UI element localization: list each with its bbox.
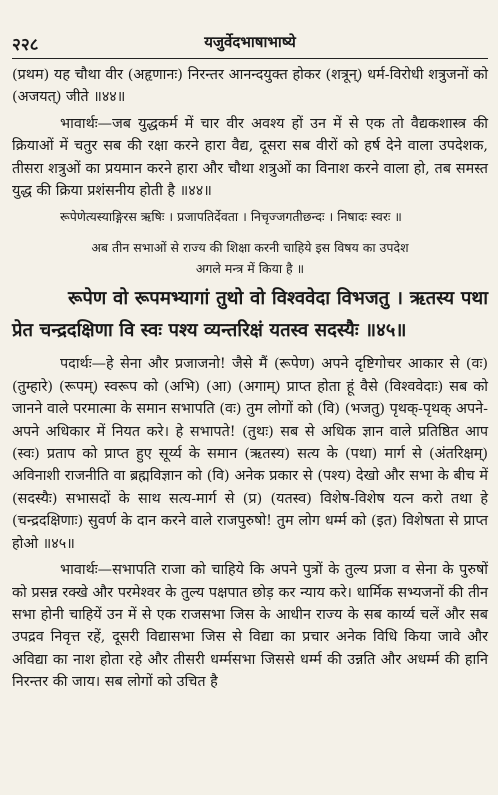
page-header bbox=[12, 32, 488, 59]
rishi-devata-line: रूपेणेत्यस्याङ्गिरस ऋषिः । प्रजापतिर्देवता । निचृज्जगतीछन्दः । निषादः स्वरः ॥ bbox=[60, 209, 402, 225]
intro-line-2: अगले मन्त्र में किया है ॥ bbox=[195, 261, 305, 277]
mantra-45: रूपेण वो रूपमभ्यागां तुथो वो विश्ववेदा विभजतु । ऋतस्य पथा प्रेत चन्द्रदक्षिणा वि स्वः पश्य व्यन्तरिक्षं यतस्व सदस्यैः ॥४५॥ bbox=[12, 288, 488, 342]
bhavartha-44: भावार्थः—जब युद्धकर्म में चार वीर अवश्य हों उन में से एक तो वैद्यकशास्त्र की क्रियाओं में चतुर सब की रक्षा करने हारा वैद्य, दूसरा सब वीरों को हर्ष देने वाला उपदेशक, तीसरा शत्रुओं का प्रयमान करने हारा और चौथा शत्रुओं का विनाश करने वाला हो, तब समस्त युद्ध की क्रिया प्रशंसनीय होती है ॥४४॥ bbox=[12, 115, 488, 200]
running-title: यजुर्वेदभाषाभाष्ये bbox=[204, 33, 296, 51]
page-number: २२८ bbox=[12, 35, 39, 55]
padartha-continuation: (प्रथम) यह चौथा वीर (अहृणानः) निरन्तर आनन्दयुक्त होकर (शत्रून्) धर्म-विरोधी शत्रुजनों को (अजयत्) जीते ॥४४॥ bbox=[12, 67, 488, 106]
bhavartha-45: भावार्थः—सभापति राजा को चाहिये कि अपने पुत्रों के तुल्य प्रजा व सेना के पुरुषों को प्रसन्न रक्खे और परमेश्वर के तुल्य पक्षपात छोड़ कर न्याय करे। धार्मिक सभ्यजनों की तीन सभा होनी चाहियें उन में से एक राजसभा जिस के आधीन राज्य के सब कार्य्य चलें और सब उपद्रव निवृत्त रहें, दूसरी विद्यासभा जिस से विद्या का प्रचार अनेक विधि किया जावे और अविद्या का नाश होता रहे और तीसरी धर्म्मसभा जिससे धर्म्म की उन्नति और अधर्म्म की हानि निरन्तर की जाय। सब लोगों को उचित है bbox=[12, 562, 488, 691]
intro-line-1: अब तीन सभाओं से राज्य की शिक्षा करनी चाहिये इस विषय का उपदेश bbox=[91, 240, 409, 256]
padartha-45: पदार्थः—हे सेना और प्रजाजनो! जैसे मैं (रूपेण) अपने दृष्टिगोचर आकार से (वः) (तुम्हारे) (रूपम्) स्वरूप को (अभि) (आ) (अगाम्) प्राप्त होता हूं वैसे (विश्ववेदाः) सब को जानने वाले परमात्मा के समान सभापति (वः) तुम लोगों को (वि) (भजतु) पृथक्-पृथक् अपने-अपने अधिकार में नियत करे। हे सभापते! (तुथः) सब से अधिक ज्ञान वाले प्रतिष्ठित आप (स्वः) प्रताप को प्राप्त हुए सूर्य्य के समान (ऋतस्य) सत्य के (पथा) मार्ग से (अंतरिक्षम्) अविनाशी राजनीति वा ब्रह्मविज्ञान को (वि) अनेक प्रकार से (पश्य) देखो और सभा के बीच में (सदस्यैः) सभासदों के साथ सत्य-मार्ग से (प्र) (यतस्व) विशेष-विशेष यत्न करो तथा हे (चन्द्रदक्षिणाः) सुवर्ण के दान करने वाले राजपुरुषो! तुम लोग धर्म्म को (इत) विशेषता से प्राप्त होओ ॥४५॥ bbox=[12, 356, 488, 552]
page-body bbox=[12, 64, 488, 694]
